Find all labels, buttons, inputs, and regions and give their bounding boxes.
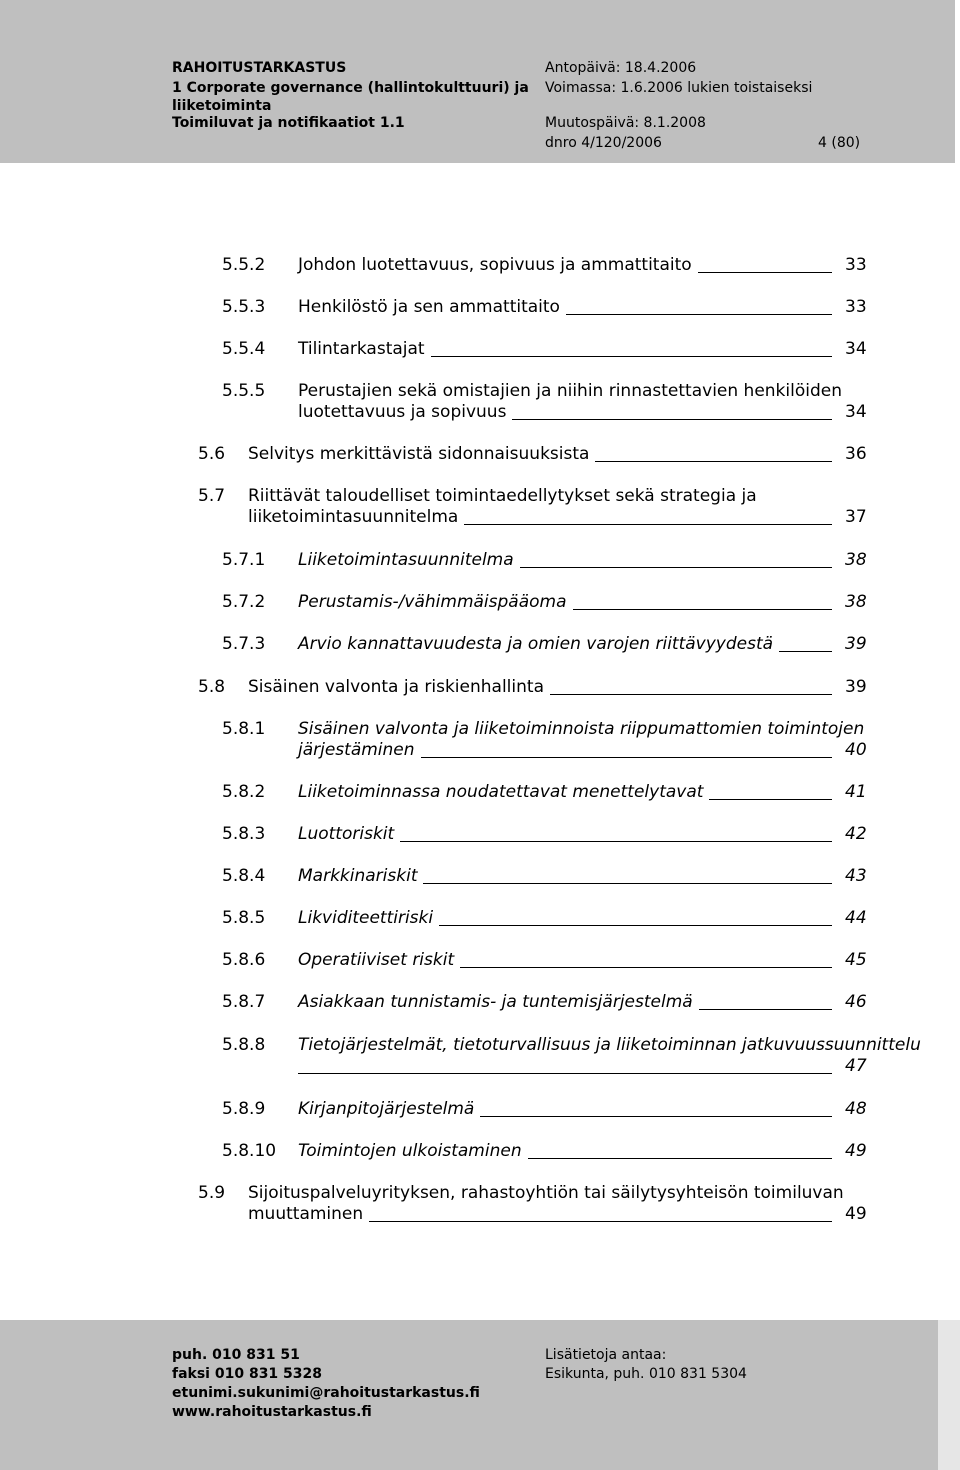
- toc-number: 5.5.4: [222, 339, 266, 359]
- toc-page-number: 39: [845, 634, 867, 654]
- toc-title: Arvio kannattavuudesta ja omien varojen riittävyydestä: [298, 634, 774, 654]
- toc-page-number: 36: [845, 444, 867, 464]
- toc-number: 5.5.3: [222, 297, 266, 317]
- toc-title: Johdon luotettavuus, sopivuus ja ammattitaito: [298, 255, 692, 275]
- issue-date: Antopäivä: 18.4.2006: [545, 60, 697, 76]
- toc-leader-line: [698, 272, 832, 273]
- toc-title: Selvitys merkittävistä sidonnaisuuksista: [248, 444, 590, 464]
- toc-leader-line: [528, 1158, 832, 1159]
- toc-number: 5.7.2: [222, 592, 266, 612]
- toc-entry: [0, 908, 960, 954]
- toc-entry: [0, 719, 960, 765]
- toc-leader-line: [421, 757, 832, 758]
- footer-fax: faksi 010 831 5328: [172, 1366, 323, 1382]
- toc-page-number: 40: [845, 740, 867, 760]
- toc-page-number: 33: [845, 255, 867, 275]
- toc-title-continued: muuttaminen: [248, 1204, 364, 1224]
- org-name: RAHOITUSTARKASTUS: [172, 60, 347, 76]
- toc-page-number: 41: [845, 782, 867, 802]
- doc-title-line3: Toimiluvat ja notifikaatiot 1.1: [172, 115, 405, 131]
- toc-leader-line: [699, 1009, 832, 1010]
- toc-title: Tilintarkastajat: [298, 339, 425, 359]
- toc-page-number: 44: [845, 908, 867, 928]
- toc-number: 5.6: [198, 444, 226, 464]
- toc-page-number: 49: [845, 1204, 867, 1224]
- footer-edge: [938, 1320, 960, 1470]
- toc-entry: [0, 824, 960, 870]
- toc-leader-line: [480, 1116, 832, 1117]
- toc-leader-line: [566, 314, 832, 315]
- toc-leader-line: [464, 524, 832, 525]
- toc-leader-line: [439, 925, 832, 926]
- toc-page-number: 47: [845, 1056, 867, 1076]
- toc-entry: [0, 634, 960, 680]
- toc-number: 5.7: [198, 486, 226, 506]
- toc-title: Henkilöstö ja sen ammattitaito: [298, 297, 560, 317]
- toc-leader-line: [595, 461, 832, 462]
- toc-page-number: 49: [845, 1141, 867, 1161]
- toc-page-number: 46: [845, 992, 867, 1012]
- footer-info-contact: Esikunta, puh. 010 831 5304: [545, 1366, 747, 1382]
- toc-number: 5.8: [198, 677, 226, 697]
- toc-entry: [0, 255, 960, 301]
- toc-title: Sisäinen valvonta ja riskienhallinta: [248, 677, 544, 697]
- toc-number: 5.8.1: [222, 719, 266, 739]
- toc-entry: [0, 677, 960, 723]
- toc-leader-line: [369, 1221, 832, 1222]
- toc-entry: [0, 782, 960, 828]
- toc-page-number: 37: [845, 507, 867, 527]
- toc-title: Kirjanpitojärjestelmä: [298, 1099, 475, 1119]
- toc-number: 5.8.3: [222, 824, 266, 844]
- toc-title: Asiakkaan tunnistamis- ja tuntemisjärjestelmä: [298, 992, 693, 1012]
- toc-entry: [0, 1035, 960, 1081]
- toc-number: 5.8.8: [222, 1035, 266, 1055]
- toc-title: Liiketoimintasuunnitelma: [298, 550, 514, 570]
- toc-page-number: 43: [845, 866, 867, 886]
- toc-number: 5.5.2: [222, 255, 266, 275]
- toc-title: Perustajien sekä omistajien ja niihin rinnastettavien henkilöiden: [298, 381, 842, 401]
- footer-web: www.rahoitustarkastus.fi: [172, 1404, 372, 1420]
- toc-entry: [0, 339, 960, 385]
- toc-number: 5.8.7: [222, 992, 266, 1012]
- valid-from: Voimassa: 1.6.2006 lukien toistaiseksi: [545, 80, 813, 96]
- toc-title-continued: liiketoimintasuunnitelma: [248, 507, 459, 527]
- footer-phone: puh. 010 831 51: [172, 1347, 300, 1363]
- toc-number: 5.8.10: [222, 1141, 277, 1161]
- toc-leader-line: [573, 609, 832, 610]
- toc-leader-line: [423, 883, 832, 884]
- toc-number: 5.8.2: [222, 782, 266, 802]
- toc-number: 5.8.5: [222, 908, 266, 928]
- toc-title-continued: järjestäminen: [298, 740, 415, 760]
- toc-page-number: 34: [845, 402, 867, 422]
- toc-title: Liiketoiminnassa noudatettavat menettelytavat: [298, 782, 704, 802]
- toc-entry: [0, 1099, 960, 1145]
- page-number: 4 (80): [818, 135, 861, 151]
- toc-leader-line: [550, 694, 832, 695]
- toc-entry: [0, 866, 960, 912]
- toc-entry: [0, 550, 960, 596]
- toc-entry: [0, 950, 960, 996]
- toc-page-number: 38: [845, 550, 867, 570]
- doc-title-line2: liiketoiminta: [172, 98, 272, 114]
- toc-leader-line: [400, 841, 832, 842]
- page-footer: [0, 1320, 938, 1470]
- toc-leader-line: [520, 567, 832, 568]
- toc-page-number: 48: [845, 1099, 867, 1119]
- toc-title: Operatiiviset riskit: [298, 950, 455, 970]
- toc-entry: [0, 1183, 960, 1229]
- toc-entry: [0, 297, 960, 343]
- toc-number: 5.8.4: [222, 866, 266, 886]
- toc-title: Perustamis-/vähimmäispääoma: [298, 592, 567, 612]
- toc-number: 5.9: [198, 1183, 226, 1203]
- toc-title: Markkinariskit: [298, 866, 418, 886]
- doc-title-line1: 1 Corporate governance (hallintokulttuuri) ja: [172, 80, 529, 96]
- toc-page-number: 34: [845, 339, 867, 359]
- toc-title: Riittävät taloudelliset toimintaedellytykset sekä strategia ja: [248, 486, 757, 506]
- toc-title: Toimintojen ulkoistaminen: [298, 1141, 522, 1161]
- toc-number: 5.8.6: [222, 950, 266, 970]
- toc-page-number: 42: [845, 824, 867, 844]
- toc-leader-line: [431, 356, 832, 357]
- toc-leader-line: [709, 799, 832, 800]
- toc-leader-line: [779, 651, 832, 652]
- toc-entry: [0, 592, 960, 638]
- toc-entry: [0, 444, 960, 490]
- toc-title: Likviditeettiriski: [298, 908, 434, 928]
- toc-leader-line: [512, 419, 832, 420]
- toc-number: 5.8.9: [222, 1099, 266, 1119]
- toc-page-number: 38: [845, 592, 867, 612]
- footer-info-label: Lisätietoja antaa:: [545, 1347, 667, 1363]
- toc-leader-line: [460, 967, 832, 968]
- page-header: [0, 0, 955, 163]
- toc-title: Luottoriskit: [298, 824, 395, 844]
- toc-title: Sisäinen valvonta ja liiketoiminnoista riippumattomien toimintojen: [298, 719, 865, 739]
- toc-page-number: 45: [845, 950, 867, 970]
- dnro: dnro 4/120/2006: [545, 135, 662, 151]
- toc-entry: [0, 381, 960, 427]
- toc-entry: [0, 486, 960, 532]
- toc-entry: [0, 992, 960, 1038]
- toc-number: 5.7.1: [222, 550, 266, 570]
- toc-number: 5.5.5: [222, 381, 266, 401]
- toc-title-continued: luotettavuus ja sopivuus: [298, 402, 507, 422]
- toc-page-number: 33: [845, 297, 867, 317]
- footer-email: etunimi.sukunimi@rahoitustarkastus.fi: [172, 1385, 480, 1401]
- modified-date: Muutospäivä: 8.1.2008: [545, 115, 706, 131]
- toc-leader-line: [298, 1073, 832, 1074]
- toc-title: Tietojärjestelmät, tietoturvallisuus ja liiketoiminnan jatkuvuussuunnittelu: [298, 1035, 921, 1055]
- toc-number: 5.7.3: [222, 634, 266, 654]
- toc-entry: [0, 1141, 960, 1187]
- toc-title: Sijoituspalveluyrityksen, rahastoyhtiön tai säilytysyhteisön toimiluvan: [248, 1183, 844, 1203]
- toc-page-number: 39: [845, 677, 867, 697]
